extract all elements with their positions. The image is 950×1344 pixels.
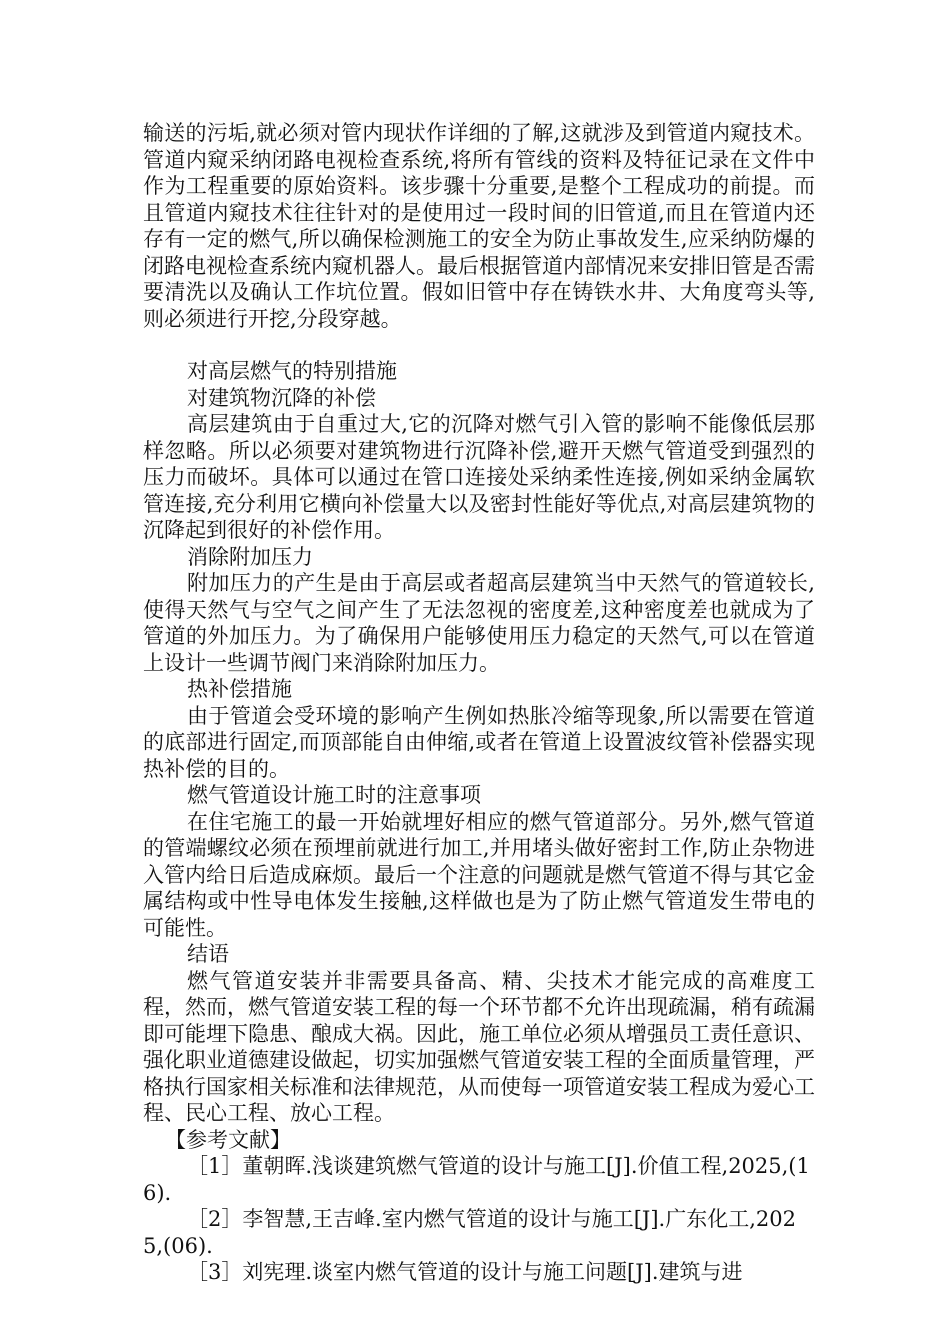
subheading-notes: 燃气管道设计施工时的注意事项 xyxy=(187,783,481,807)
subheading-conclusion: 结语 xyxy=(187,942,229,966)
subheading-pressure: 消除附加压力 xyxy=(187,544,313,569)
thermal-paragraph: 由于管道会受环境的影响产生例如热胀冷缩等现象,所以需要在管道的底部进行固定,而顶部能自由伸缩,或者在管道上设置波纹管补偿器实现热补偿的目的。 xyxy=(143,703,815,781)
intro-paragraph: 输送的污垢,就必须对管内现状作详细的了解,这就涉及到管道内窥技术。管道内窥采纳闭路电视检查系统,将所有管线的资料及特征记录在文件中作为工程重要的原始资料。该步骤十分重要,是整个工程成功的前提。而且管道内窥技术往往针对的是使用过一段时间的旧管道,而且在管道内还存有一定的燃气,所以确保检测施工的安全为防止事故发生,应采纳防爆的闭路电视检查系统内窥机器人。最后根据管道内部情况来安排旧管是否需要清洗以及确认工作坑位置。假如旧管中存在铸铁水井、大角度弯头等,则必须进行开挖,分段穿越。 xyxy=(143,121,815,331)
pressure-paragraph: 附加压力的产生是由于高层或者超高层建筑当中天然气的管道较长,使得天然气与空气之间产生了无法忽视的密度差,这种密度差也就成为了管道的外加压力。为了确保用户能够使用压力稳定的天然气,可以在管道上设计一些调节阀门来消除附加压力。 xyxy=(143,571,815,675)
references-title: 【参考文献】 xyxy=(165,1127,291,1152)
subheading-settlement: 对建筑物沉降的补偿 xyxy=(187,385,376,410)
reference-item: ［3］刘宪理.谈室内燃气管道的设计与施工问题[J].建筑与进 xyxy=(187,1260,743,1284)
reference-item: ［1］董朝晖.浅谈建筑燃气管道的设计与施工[J].价值工程,2025,(16). xyxy=(143,1154,810,1205)
reference-item: ［2］李智慧,王吉峰.室内燃气管道的设计与施工[J].广东化工,2025,(06). xyxy=(143,1207,796,1258)
section-heading-highrise: 对高层燃气的特别措施 xyxy=(187,359,397,383)
document-page xyxy=(143,120,815,1286)
subheading-thermal: 热补偿措施 xyxy=(187,677,292,701)
conclusion-paragraph: 燃气管道安装并非需要具备高、精、尖技术才能完成的高难度工程，然而，燃气管道安装工程的每一个环节都不允许出现疏漏，稍有疏漏即可能埋下隐患、酿成大祸。因此，施工单位必须从增强员工责任意识、强化职业道德建设做起，切实加强燃气管道安装工程的全面质量管理，严格执行国家相关标准和法律规范，从而使每一项管道安装工程成为爱心工程、民心工程、放心工程。 xyxy=(143,968,815,1125)
notes-paragraph: 在住宅施工的最一开始就埋好相应的燃气管道部分。另外,燃气管道的管端螺纹必须在预埋前就进行加工,并用堵头做好密封工作,防止杂物进入管内给日后造成麻烦。最后一个注意的问题就是燃气管道不得与其它金属结构或中性导电体发生接触,这样做也是为了防止燃气管道发生带电的可能性。 xyxy=(143,809,815,940)
paragraph-gap xyxy=(143,332,815,358)
settlement-paragraph: 高层建筑由于自重过大,它的沉降对燃气引入管的影响不能像低层那样忽略。所以必须要对建筑物进行沉降补偿,避开天燃气管道受到强烈的压力而破坏。具体可以通过在管口连接处采纳柔性连接,例如采纳金属软管连接,充分利用它横向补偿量大以及密封性能好等优点,对高层建筑物的沉降起到很好的补偿作用。 xyxy=(143,412,815,542)
